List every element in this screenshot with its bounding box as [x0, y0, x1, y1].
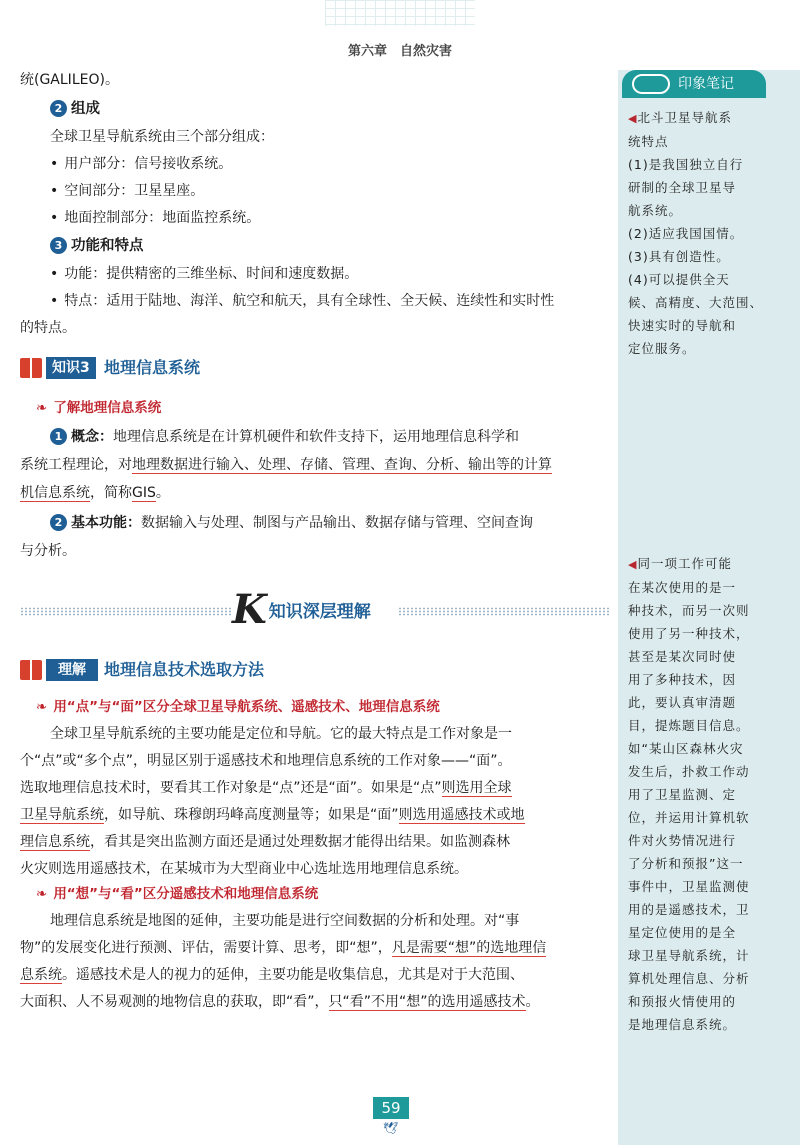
number-badge: 2 [50, 100, 67, 117]
note-line: 航系统。 [628, 203, 683, 218]
text-line: 理信息系统，看其是突出监测方面还是通过处理数据才能得出结果。如监测森林 [20, 834, 510, 850]
note-line: 和预报火情使用的 [628, 994, 737, 1009]
note-line: 如“某山区森林火灾 [628, 741, 744, 756]
topic-heading: ❧ 用“想”与“看”区分遥感技术和地理信息系统 [36, 886, 319, 902]
note-line: ◀北斗卫星导航系 [628, 110, 732, 125]
elephant-cloud-icon [632, 74, 670, 94]
text-line: 机信息系统，简称GIS。 [20, 485, 170, 501]
section-knowledge-3 [20, 355, 320, 381]
note-line: 是地理信息系统。 [628, 1017, 737, 1032]
bird-icon: 🕊 [383, 1121, 399, 1135]
text-line: 全球卫星导航系统由三个部分组成： [50, 129, 274, 145]
list-item: • 用户部分：信号接收系统。 [50, 156, 233, 172]
leaf-icon: ❧ [36, 400, 48, 416]
text-line: 统(GALILEO)。 [20, 72, 119, 88]
note-line: 使用了另一种技术， [628, 626, 750, 641]
note-line: 了分析和预报”这一 [628, 856, 744, 871]
arrow-left-icon: ◀ [628, 558, 638, 571]
note-line: ◀同一项工作可能 [628, 556, 732, 571]
note-line: 用的是遥感技术，卫 [628, 902, 750, 917]
leaf-icon: ❧ [36, 886, 48, 902]
book-icon [20, 358, 42, 378]
leaf-icon: ❧ [36, 699, 48, 715]
sidebar-note-tech-choice [628, 552, 764, 1036]
note-line: (3)具有创造性。 [628, 249, 730, 264]
notes-tab-label: 印象笔记 [678, 76, 734, 92]
notes-tab [622, 70, 766, 98]
arrow-left-icon: ◀ [628, 112, 638, 125]
note-line: 此，要认真审清题 [628, 695, 737, 710]
list-item: • 地面控制部分：地面监控系统。 [50, 210, 261, 226]
chapter-header: 第六章 自然灾害 [347, 44, 452, 59]
text-line: 大面积、人不易观测的地物信息的获取，即“看”，只“看”不用“想”的选用遥感技术。 [20, 994, 540, 1010]
note-line: 甚至是某次同时使 [628, 649, 737, 664]
text-line: 个“点”或“多个点”，明显区别于遥感技术和地理信息系统的工作对象——“面”。 [20, 753, 512, 769]
section-tag: 理解 [46, 659, 98, 681]
section-tag: 知识3 [46, 357, 96, 379]
section-title: 地理信息技术选取方法 [104, 660, 265, 679]
section-understand [20, 657, 340, 683]
note-line: 在某次使用的是一 [628, 580, 737, 595]
text-line: 2 基本功能：数据输入与处理、制图与产品输出、数据存储与管理、空间查询 [50, 513, 533, 533]
text-line: 选取地理信息技术时，要看其工作对象是“点”还是“面”。如果是“点”则选用全球 [20, 780, 512, 796]
note-line: 用了卫星监测、定 [628, 787, 737, 802]
note-line: 统特点 [628, 134, 669, 149]
text-line: 与分析。 [20, 543, 76, 559]
note-line: 算机处理信息、分析 [628, 971, 750, 986]
list-item: • 特点：适用于陆地、海洋、航空和航天，具有全球性、全天候、连续性和实时性 [50, 293, 555, 309]
note-line: 用了多种技术，因 [628, 672, 737, 687]
note-line: 星定位使用的是全 [628, 925, 737, 940]
note-line: 事件中，卫星监测使 [628, 879, 750, 894]
note-line: 候、高精度、大范围、 [628, 295, 764, 310]
text-line: 物”的发展变化进行预测、评估，需要计算、思考，即“想”，凡是需要“想”的选地理信 [20, 940, 547, 956]
note-line: (2)适应我国国情。 [628, 226, 744, 241]
list-item: • 功能：提供精密的三维坐标、时间和速度数据。 [50, 266, 359, 282]
note-line: 发生后，扑救工作动 [628, 764, 750, 779]
section-title: 地理信息系统 [104, 358, 201, 377]
number-badge: 2 [50, 514, 67, 531]
list-item: • 空间部分：卫星星座。 [50, 183, 205, 199]
text-line: 1 概念：地理信息系统是在计算机硬件和软件支持下，运用地理信息科学和 [50, 427, 519, 447]
note-line: 研制的全球卫星导 [628, 180, 737, 195]
divider-dotted-left [20, 607, 232, 616]
note-line: 快速实时的导航和 [628, 318, 737, 333]
page-number: 59 [373, 1097, 409, 1119]
subheading-composition: 2 组成 [50, 99, 100, 119]
text-line: 全球卫星导航系统的主要功能是定位和导航。它的最大特点是工作对象是一 [50, 726, 512, 742]
note-line: 种技术，而另一次则 [628, 603, 750, 618]
note-line: 位，并运用计算机软 [628, 810, 750, 825]
divider-dotted-right [398, 607, 610, 616]
number-badge: 3 [50, 237, 67, 254]
topic-heading: ❧ 了解地理信息系统 [36, 400, 162, 416]
number-badge: 1 [50, 428, 67, 445]
text-line: 息系统。遥感技术是人的视力的延伸，主要功能是收集信息，尤其是对于大范围、 [20, 967, 524, 983]
note-line: 目，提炼题目信息。 [628, 718, 750, 733]
note-line: (4)可以提供全天 [628, 272, 730, 287]
text-line: 火灾则选用遥感技术，在某城市为大型商业中心选址选用地理信息系统。 [20, 861, 468, 877]
header-decoration [325, 0, 475, 26]
text-line: 地理信息系统是地图的延伸，主要功能是进行空间数据的分析和处理。对“事 [50, 913, 520, 929]
deep-understanding-title: K知识深层理解 [232, 586, 371, 633]
topic-heading: ❧ 用“点”与“面”区分全球卫星导航系统、遥感技术、地理信息系统 [36, 699, 440, 715]
note-line: 件对火势情况进行 [628, 833, 737, 848]
sidebar-note-beidou [628, 106, 764, 360]
text-line: 的特点。 [20, 320, 76, 336]
text-line: 系统工程理论，对地理数据进行输入、处理、存储、管理、查询、分析、输出等的计算 [20, 457, 552, 473]
book-icon [20, 660, 42, 680]
subheading-features: 3 功能和特点 [50, 236, 144, 256]
note-line: 定位服务。 [628, 341, 696, 356]
note-line: 球卫星导航系统，计 [628, 948, 750, 963]
text-line: 卫星导航系统，如导航、珠穆朗玛峰高度测量等；如果是“面”则选用遥感技术或地 [20, 807, 525, 823]
note-line: (1)是我国独立自行 [628, 157, 744, 172]
